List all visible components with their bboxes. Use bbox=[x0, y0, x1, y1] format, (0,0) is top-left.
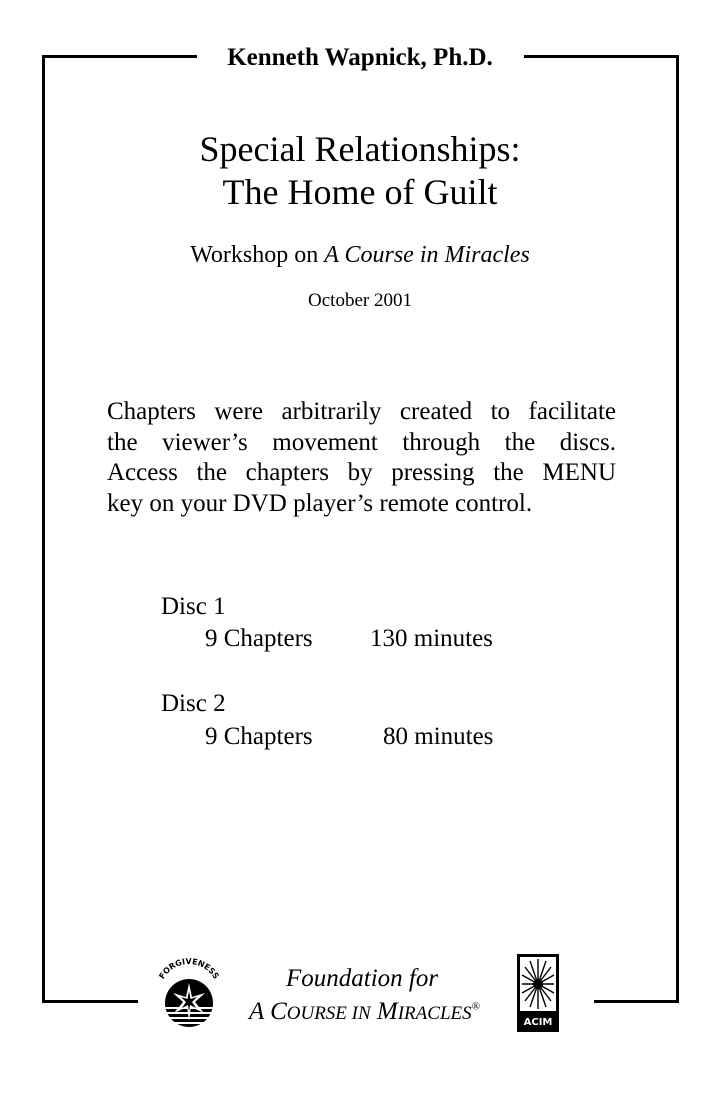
forgiveness-logo-icon bbox=[150, 955, 228, 1033]
disc-2-label: Disc 2 bbox=[161, 690, 226, 717]
subtitle-emphasis: A Course in Miracles bbox=[324, 242, 530, 268]
description-line: Access the chapters by pressing the MENU bbox=[107, 459, 616, 486]
disc-1-duration: 130 minutes bbox=[370, 625, 493, 652]
disc-2-chapters: 9 Chapters bbox=[205, 723, 313, 750]
disc-1-label: Disc 1 bbox=[161, 593, 226, 620]
registered-mark: ® bbox=[471, 1000, 480, 1013]
svg-text:FORGIVENESS bbox=[157, 957, 220, 981]
logo-arc-text: FORGIVENESS bbox=[157, 956, 221, 981]
frame-bottom-right bbox=[594, 1000, 679, 1003]
title-line-1: Special Relationships: bbox=[199, 129, 521, 169]
subtitle-prefix: Workshop on bbox=[190, 242, 325, 268]
disc-2-duration: 80 minutes bbox=[383, 723, 494, 750]
footer-line-2-part-d: IRACLES bbox=[397, 1003, 472, 1024]
description-line: the viewer’s movement through the discs. bbox=[107, 428, 616, 456]
date: October 2001 bbox=[308, 290, 412, 311]
title-line-2: The Home of Guilt bbox=[222, 172, 498, 212]
acim-logo-text: ACIM bbox=[523, 1017, 553, 1028]
footer-line-1: Foundation for bbox=[286, 965, 439, 992]
frame-bottom-left bbox=[42, 1000, 138, 1003]
footer-line-2-part-a: A C bbox=[249, 998, 287, 1025]
footer-line-2-part-c: M bbox=[370, 998, 398, 1025]
footer-line-2 bbox=[249, 998, 480, 1026]
disc-1-chapters: 9 Chapters bbox=[205, 625, 313, 652]
acim-logo-icon bbox=[516, 953, 560, 1033]
author-name: Kenneth Wapnick, Ph.D. bbox=[227, 44, 493, 71]
description bbox=[107, 397, 616, 519]
description-line: Chapters were arbitrarily created to facilitate bbox=[107, 398, 616, 425]
description-line: key on your DVD player’s remote control. bbox=[107, 489, 533, 517]
page-title bbox=[0, 128, 720, 214]
footer-line-2-part-b: OURSE IN bbox=[286, 1003, 371, 1024]
subtitle bbox=[0, 242, 720, 269]
